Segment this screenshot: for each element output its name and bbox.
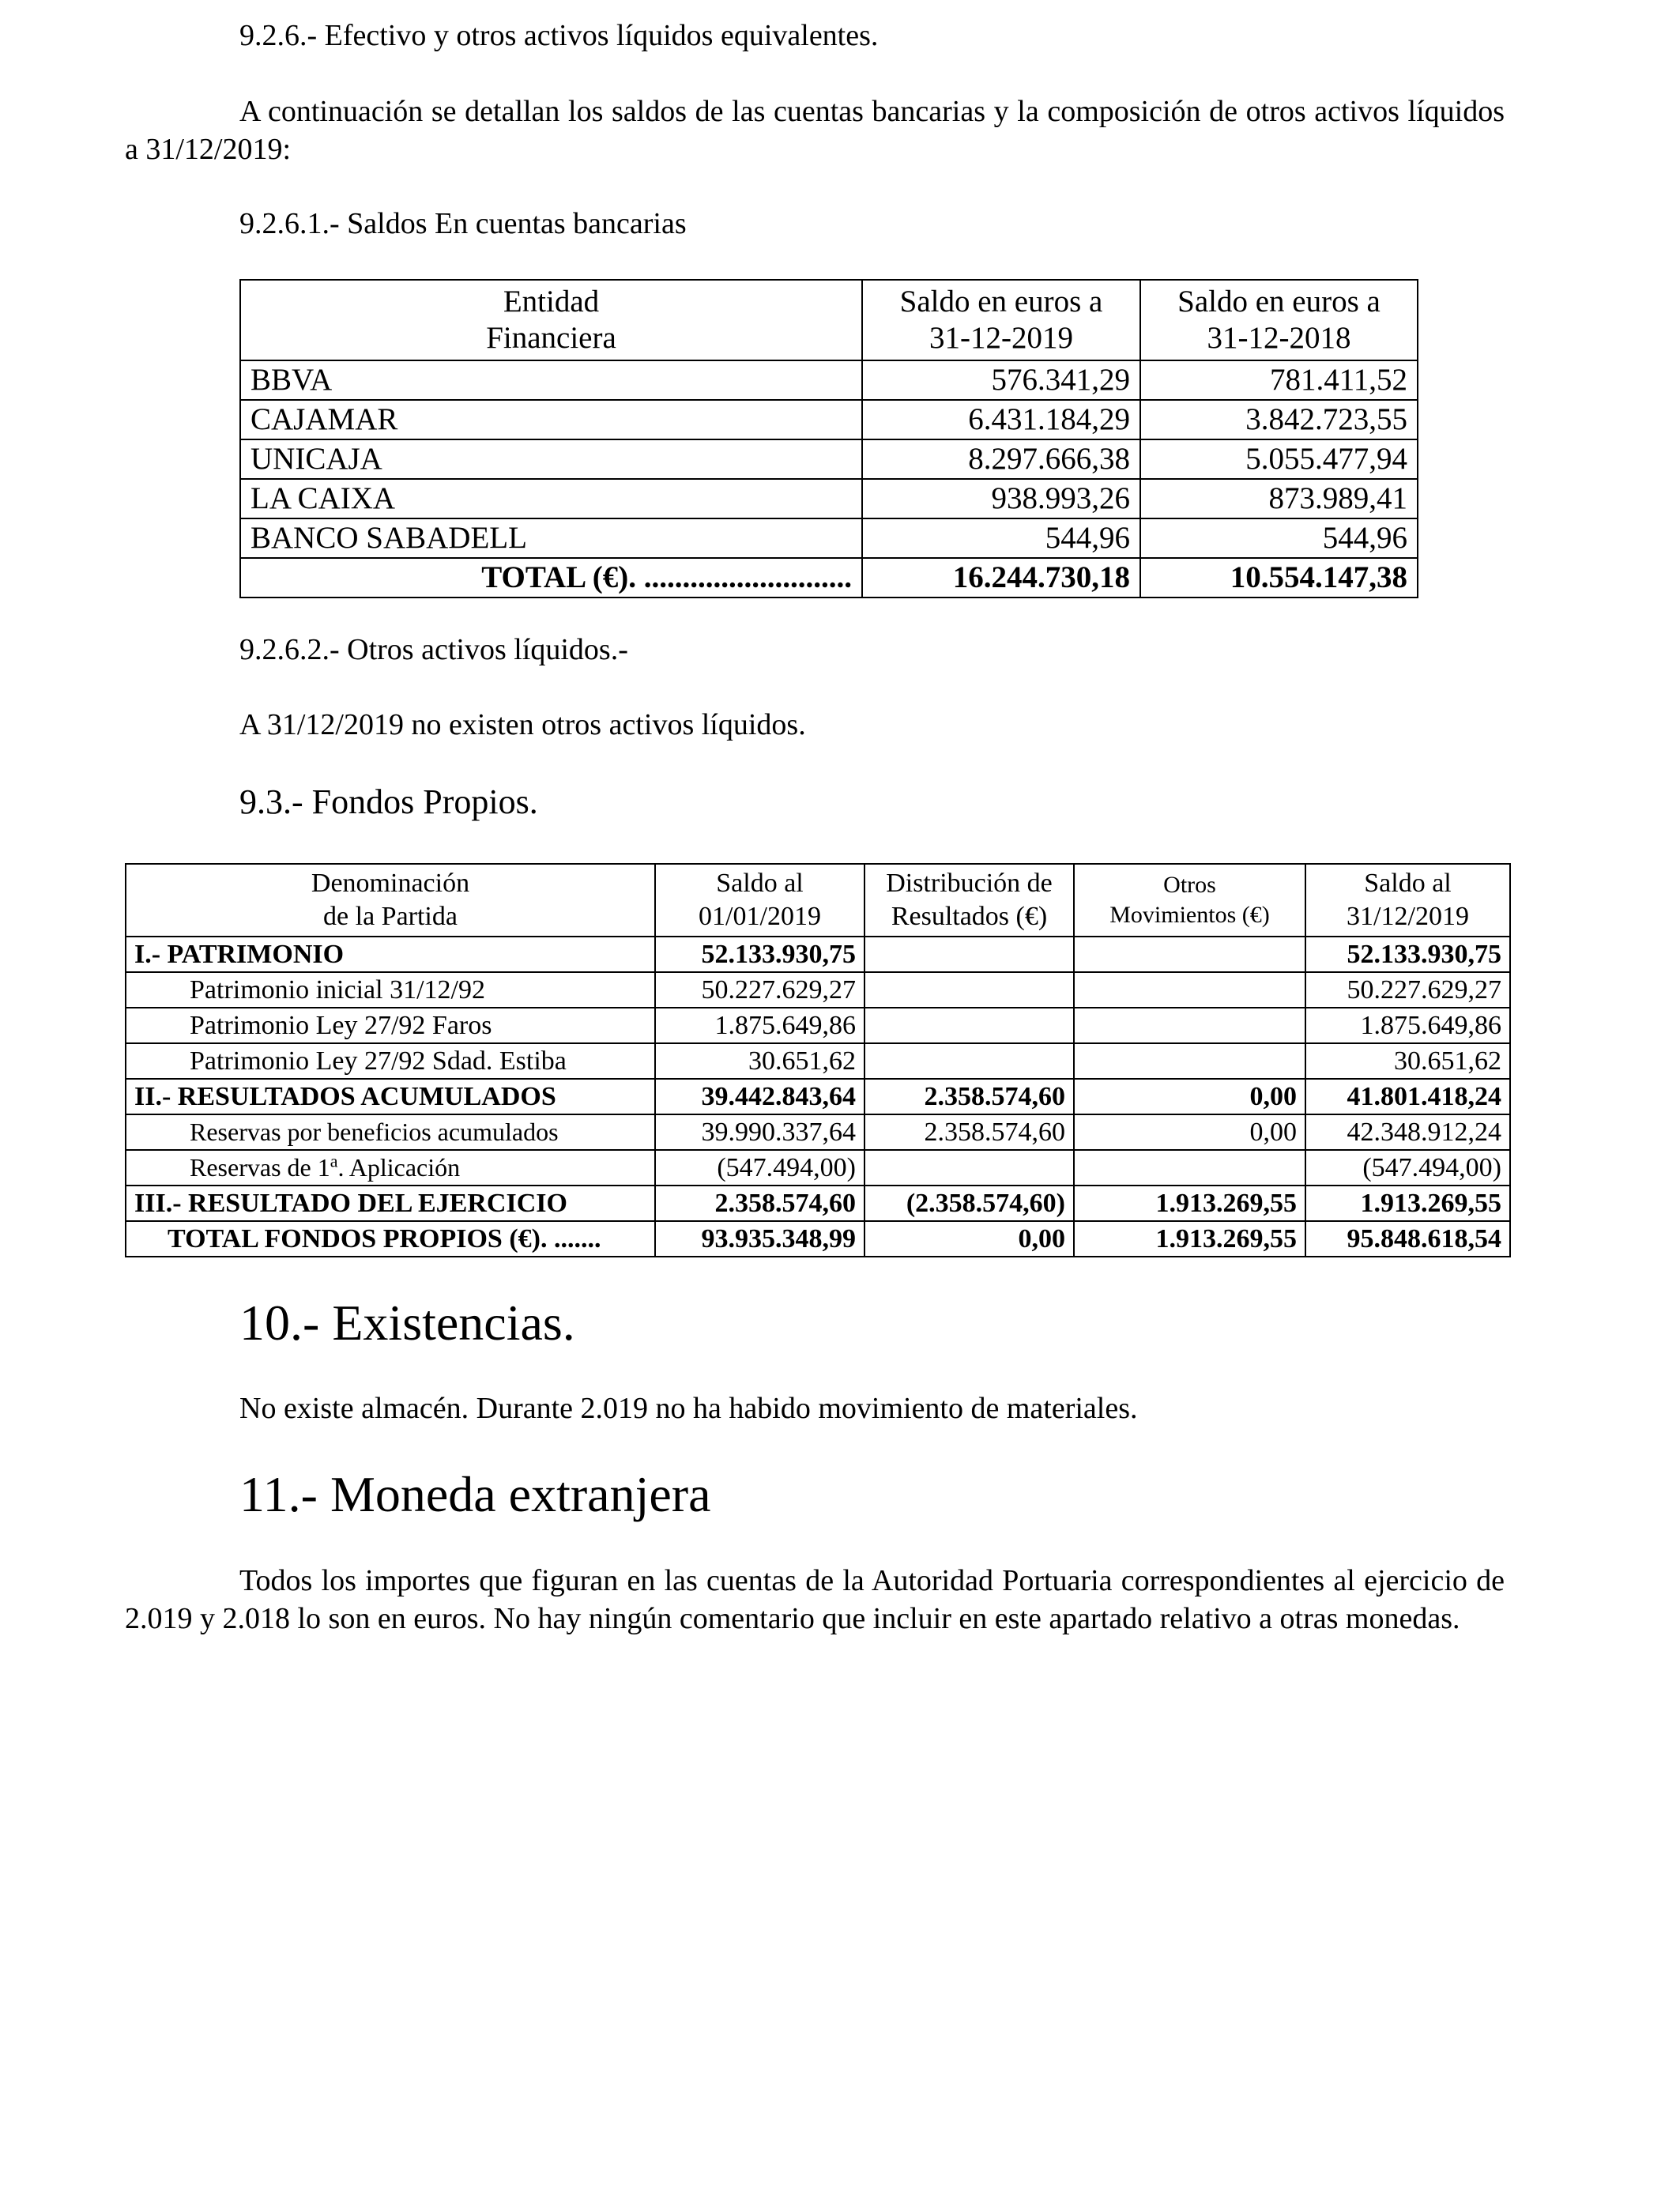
section-11-text-body: Todos los importes que figuran en las cuentas de la Autoridad Portuaria correspondientes al ejercicio de 2.019 y 2.018 lo son en euros. No hay ningún comentario que incluir en este apartado relativo a otras monedas. [125, 1564, 1505, 1635]
entity-name: BBVA [240, 360, 862, 400]
header-closing: Saldo al 31/12/2019 [1305, 864, 1510, 937]
distribution-value: 0,00 [864, 1221, 1074, 1257]
closing-value: 30.651,62 [1305, 1043, 1510, 1079]
other-movements-value: 1.913.269,55 [1074, 1186, 1305, 1221]
opening-value: 93.935.348,99 [655, 1221, 864, 1257]
section-9262-text: A 31/12/2019 no existen otros activos líquidos. [239, 708, 806, 741]
section-9262-heading: 9.2.6.2.- Otros activos líquidos.- [239, 633, 628, 666]
distribution-value [864, 1043, 1074, 1079]
section-10-text: No existe almacén. Durante 2.019 no ha habido movimiento de materiales. [239, 1392, 1138, 1425]
header-denomination: Denominación de la Partida [126, 864, 655, 937]
row-label: Reservas por beneficios acumulados [126, 1114, 655, 1150]
opening-value: 50.227.629,27 [655, 972, 864, 1008]
opening-value: 39.990.337,64 [655, 1114, 864, 1150]
bank-table-total-row [240, 558, 1418, 598]
row-label: TOTAL FONDOS PROPIOS (€). ....... [126, 1221, 655, 1257]
section-926-intro [125, 92, 1505, 168]
header-distribution: Distribución de Resultados (€) [864, 864, 1074, 937]
table-row [126, 1008, 1510, 1043]
other-movements-value: 0,00 [1074, 1114, 1305, 1150]
distribution-value [864, 972, 1074, 1008]
table-row [126, 1043, 1510, 1079]
row-label: Patrimonio inicial 31/12/92 [126, 972, 655, 1008]
entity-name: LA CAIXA [240, 479, 862, 518]
balance-2019: 938.993,26 [862, 479, 1140, 518]
header-other-movements: Otros Movimientos (€) [1074, 864, 1305, 937]
header-2018: Saldo en euros a 31-12-2018 [1140, 280, 1418, 360]
table-row [240, 518, 1418, 558]
section-11-heading: 11.- Moneda extranjera [239, 1466, 711, 1522]
other-movements-value [1074, 972, 1305, 1008]
row-label: Patrimonio Ley 27/92 Faros [126, 1008, 655, 1043]
opening-value: 39.442.843,64 [655, 1079, 864, 1114]
header-2019: Saldo en euros a 31-12-2019 [862, 280, 1140, 360]
table-row [240, 479, 1418, 518]
row-label: II.- RESULTADOS ACUMULADOS [126, 1079, 655, 1114]
distribution-value [864, 1150, 1074, 1186]
table-row [240, 400, 1418, 439]
opening-value: 52.133.930,75 [655, 937, 864, 972]
closing-value: 50.227.629,27 [1305, 972, 1510, 1008]
distribution-value [864, 1008, 1074, 1043]
balance-2019: 6.431.184,29 [862, 400, 1140, 439]
header-opening: Saldo al 01/01/2019 [655, 864, 864, 937]
table-row [126, 1079, 1510, 1114]
closing-value: 1.913.269,55 [1305, 1186, 1510, 1221]
table-row [240, 439, 1418, 479]
equity-table-header [126, 864, 1510, 937]
entity-name: BANCO SABADELL [240, 518, 862, 558]
other-movements-value [1074, 1150, 1305, 1186]
bank-table-header [240, 280, 1418, 360]
balance-2019: 544,96 [862, 518, 1140, 558]
row-label: Reservas de 1$^a$. Aplicación [126, 1150, 655, 1186]
closing-value: 42.348.912,24 [1305, 1114, 1510, 1150]
distribution-value: 2.358.574,60 [864, 1079, 1074, 1114]
row-label: I.- PATRIMONIO [126, 937, 655, 972]
closing-value: (547.494,00) [1305, 1150, 1510, 1186]
header-entity: Entidad Financiera [240, 280, 862, 360]
balance-2018: 3.842.723,55 [1140, 400, 1418, 439]
closing-value: 41.801.418,24 [1305, 1079, 1510, 1114]
opening-value: 1.875.649,86 [655, 1008, 864, 1043]
balance-2019: 8.297.666,38 [862, 439, 1140, 479]
bank-balances-table [239, 279, 1418, 598]
table-row [126, 972, 1510, 1008]
opening-value: 30.651,62 [655, 1043, 864, 1079]
section-10-heading: 10.- Existencias. [239, 1295, 575, 1351]
table-row [126, 1186, 1510, 1221]
total-2018: 10.554.147,38 [1140, 558, 1418, 598]
entity-name: CAJAMAR [240, 400, 862, 439]
row-label: Patrimonio Ley 27/92 Sdad. Estiba [126, 1043, 655, 1079]
balance-2019: 576.341,29 [862, 360, 1140, 400]
balance-2018: 873.989,41 [1140, 479, 1418, 518]
table-row [126, 1114, 1510, 1150]
table-row [126, 1150, 1510, 1186]
total-2019: 16.244.730,18 [862, 558, 1140, 598]
closing-value: 1.875.649,86 [1305, 1008, 1510, 1043]
distribution-value [864, 937, 1074, 972]
opening-value: (547.494,00) [655, 1150, 864, 1186]
opening-value: 2.358.574,60 [655, 1186, 864, 1221]
closing-value: 52.133.930,75 [1305, 937, 1510, 972]
section-926-heading: 9.2.6.- Efectivo y otros activos líquidos equivalentes. [239, 19, 879, 52]
other-movements-value [1074, 1043, 1305, 1079]
other-movements-value [1074, 1008, 1305, 1043]
section-93-heading: 9.3.- Fondos Propios. [239, 782, 538, 821]
row-label: III.- RESULTADO DEL EJERCICIO [126, 1186, 655, 1221]
table-row [240, 360, 1418, 400]
table-row [126, 937, 1510, 972]
balance-2018: 5.055.477,94 [1140, 439, 1418, 479]
balance-2018: 544,96 [1140, 518, 1418, 558]
distribution-value: (2.358.574,60) [864, 1186, 1074, 1221]
other-movements-value: 0,00 [1074, 1079, 1305, 1114]
total-label: TOTAL (€). ........................... [240, 558, 862, 598]
equity-table-total-row [126, 1221, 1510, 1257]
section-926-intro-text: A continuación se detallan los saldos de las cuentas bancarias y la composición de otros activos líquidos a 31/12/2019: [125, 95, 1505, 166]
entity-name: UNICAJA [240, 439, 862, 479]
balance-2018: 781.411,52 [1140, 360, 1418, 400]
closing-value: 95.848.618,54 [1305, 1221, 1510, 1257]
section-11-text [125, 1562, 1505, 1638]
equity-table [125, 863, 1511, 1257]
distribution-value: 2.358.574,60 [864, 1114, 1074, 1150]
other-movements-value [1074, 937, 1305, 972]
section-9261-heading: 9.2.6.1.- Saldos En cuentas bancarias [239, 207, 687, 240]
other-movements-value: 1.913.269,55 [1074, 1221, 1305, 1257]
